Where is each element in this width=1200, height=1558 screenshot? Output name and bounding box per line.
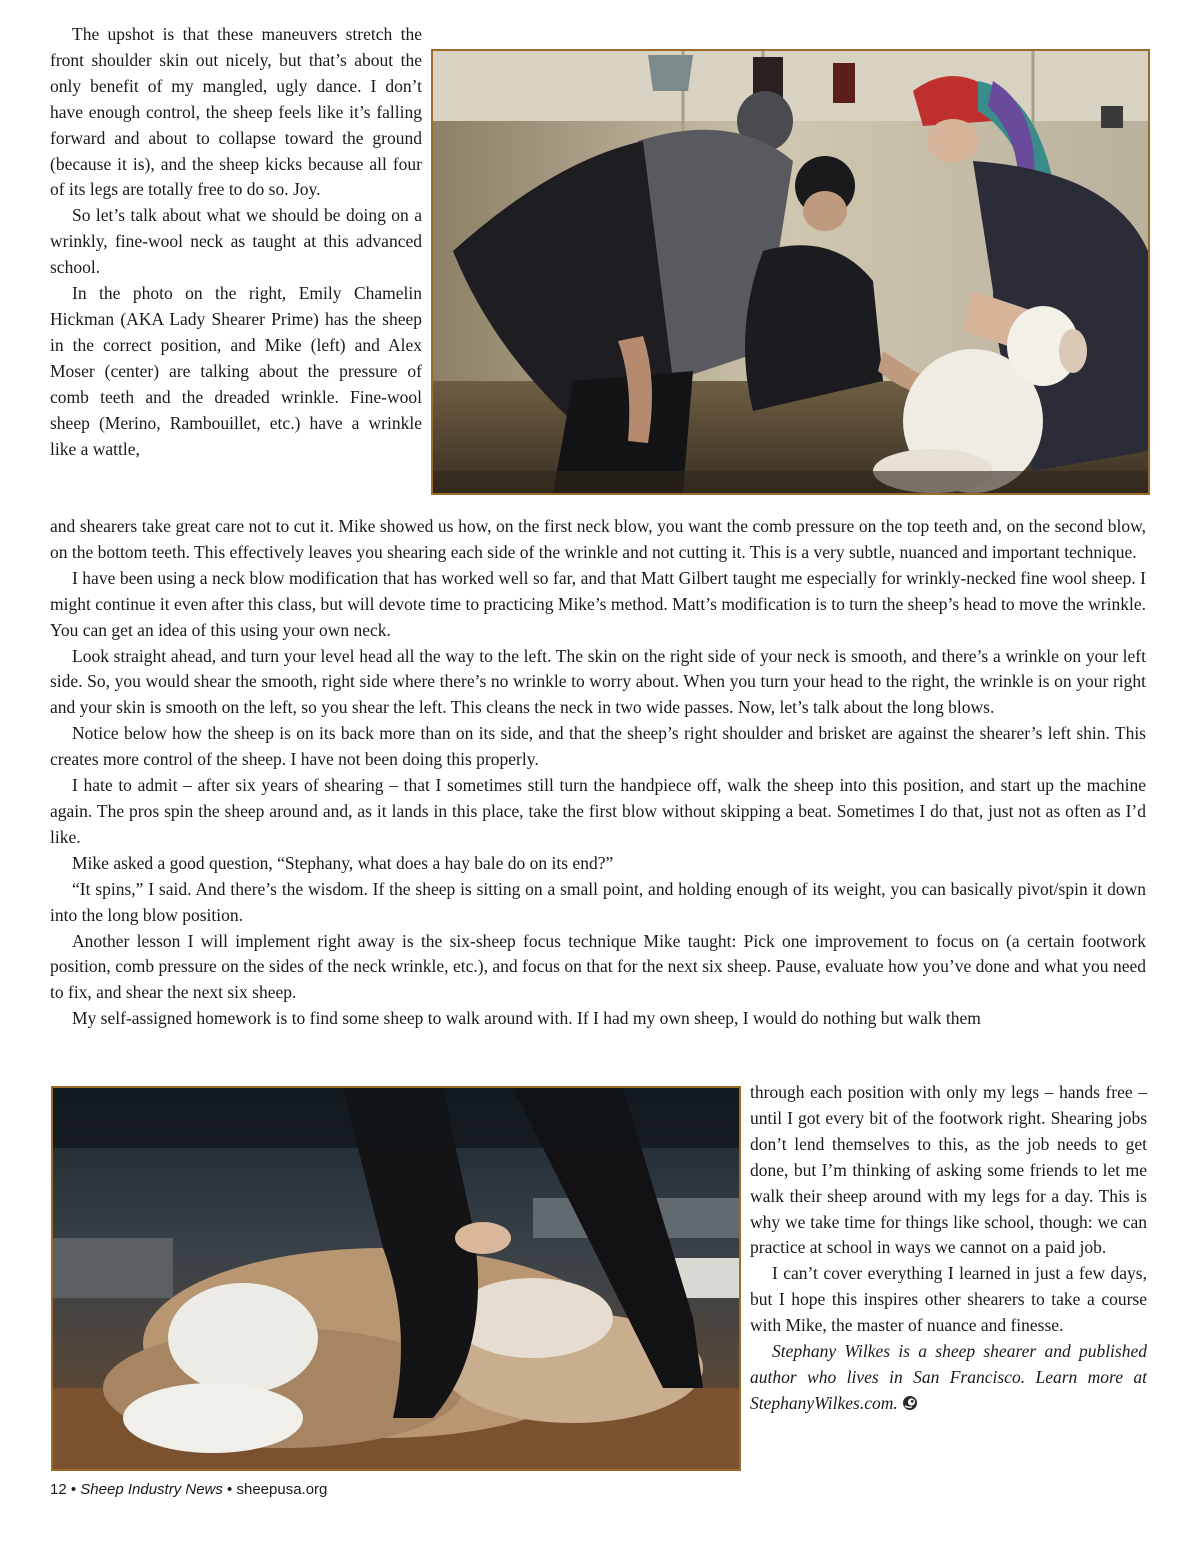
footer-separator: • — [70, 1481, 77, 1498]
article-column-full — [50, 514, 1146, 1032]
paragraph: I can’t cover everything I learned in just a few days, but I hope this inspires other shearers to take a course with Mike, the master of nuance and finesse. — [750, 1263, 1147, 1336]
paragraph: and shearers take great care not to cut it. Mike showed us how, on the first neck blow, you want the comb pressure on the top teeth and, on the second blow, on the bottom teeth. This effectively leaves you shearing each side of the wrinkle and not cutting it. This is a very subtle, nuanced and important technique. — [50, 516, 1146, 562]
photo-shearers-neck-demo — [431, 49, 1150, 495]
paragraph: through each position with only my legs – hands free – until I got every bit of the footwork right. Shearing jobs don’t lend themselves to this, as the job needs to get done, but I’m thinking of asking some friends to let me walk their sheep around with my legs for a day. This is why we take time for things like school, though: we can practice at school in ways we cannot on a paid job. — [750, 1082, 1147, 1258]
photo-sheep-long-blow-position — [51, 1086, 741, 1471]
author-bio-text: Stephany Wilkes is a sheep shearer and published author who lives in San Francisco. Learn more at StephanyWilkes.com. — [750, 1341, 1147, 1413]
paragraph: I hate to admit – after six years of shearing – that I sometimes still turn the handpiece off, walk the sheep into this position, and start up the machine again. The pros spin the sheep around and, as it lands in this place, take the first blow without skipping a beat. Sometimes I do that, just not as often as I’d like. — [50, 775, 1146, 847]
paragraph: Look straight ahead, and turn your level head all the way to the left. The skin on the right side of your neck is smooth, and there’s a wrinkle on your left side. So, you would shear the smooth, right side where there’s no wrinkle to worry about. When you turn your head to the right, the wrinkle is on your right and your skin is smooth on the left, so you shear the left. This cleans the neck in two wide passes. Now, let’s talk about the long blows. — [50, 645, 1146, 718]
author-bio — [750, 1339, 1147, 1417]
paragraph: In the photo on the right, Emily Chamelin Hickman (AKA Lady Shearer Prime) has the sheep in the correct position, and Mike (left) and Alex Moser (center) are talking about the pressure of comb teeth and the dreaded wrinkle. Fine-wool sheep (Merino, Rambouillet, etc.) have a wrinkle like a wattle, — [50, 283, 422, 459]
paragraph: I have been using a neck blow modification that has worked well so far, and that Matt Gilbert taught me especially for wrinkly-necked fine wool sheep. I might continue it even after this class, but will devote time to practicing Mike’s method. Matt’s modification is to turn the sheep’s head to move the wrinkle. You can get an idea of this using your own neck. — [50, 567, 1146, 640]
paragraph: “It spins,” I said. And there’s the wisdom. If the sheep is sitting on a small point, and holding enough of its weight, you can basically pivot/spin it down into the long blow position. — [50, 878, 1146, 925]
long-blow-photo — [53, 1088, 739, 1469]
paragraph: My self-assigned homework is to find some sheep to walk around with. If I had my own sheep, I would do nothing but walk them — [72, 1008, 981, 1029]
paragraph: Mike asked a good question, “Stephany, what does a hay bale do on its end?” — [72, 852, 614, 873]
sheep-logo-icon — [902, 1395, 918, 1411]
article-column-right — [750, 1080, 1147, 1417]
paragraph: Notice below how the sheep is on its back more than on its side, and that the sheep’s right shoulder and brisket are against the shearer’s left shin. This creates more control of the sheep. I have not been doing this properly. — [50, 723, 1146, 770]
shearing-demo-photo — [433, 51, 1148, 493]
paragraph: Another lesson I will implement right away is the six-sheep focus technique Mike taught: Pick one improvement to focus on (a certain footwork position, comb pressure on the sides of the neck wrinkle, etc.), and focus on that for the next six sheep. Pause, evaluate how you’ve done and what you need to fix, and shear the next six sheep. — [50, 930, 1146, 1003]
page-number: 12 — [50, 1481, 67, 1498]
article-column-top — [50, 22, 422, 462]
website-link[interactable]: sheepusa.org — [236, 1481, 328, 1498]
page-footer — [50, 1481, 327, 1498]
paragraph: So let’s talk about what we should be doing on a wrinkly, fine-wool neck as taught at this advanced school. — [50, 205, 422, 278]
magazine-title: Sheep Industry News — [80, 1481, 223, 1498]
paragraph: The upshot is that these maneuvers stretch the front shoulder skin out nicely, but that’s about the only benefit of my mangled, ugly dance. I don’t have enough control, the sheep feels like it’s falling forward and about to collapse toward the ground (because it is), and the sheep kicks because all four of its legs are totally free to do so. Joy. — [50, 24, 422, 200]
footer-separator: • — [227, 1481, 233, 1498]
